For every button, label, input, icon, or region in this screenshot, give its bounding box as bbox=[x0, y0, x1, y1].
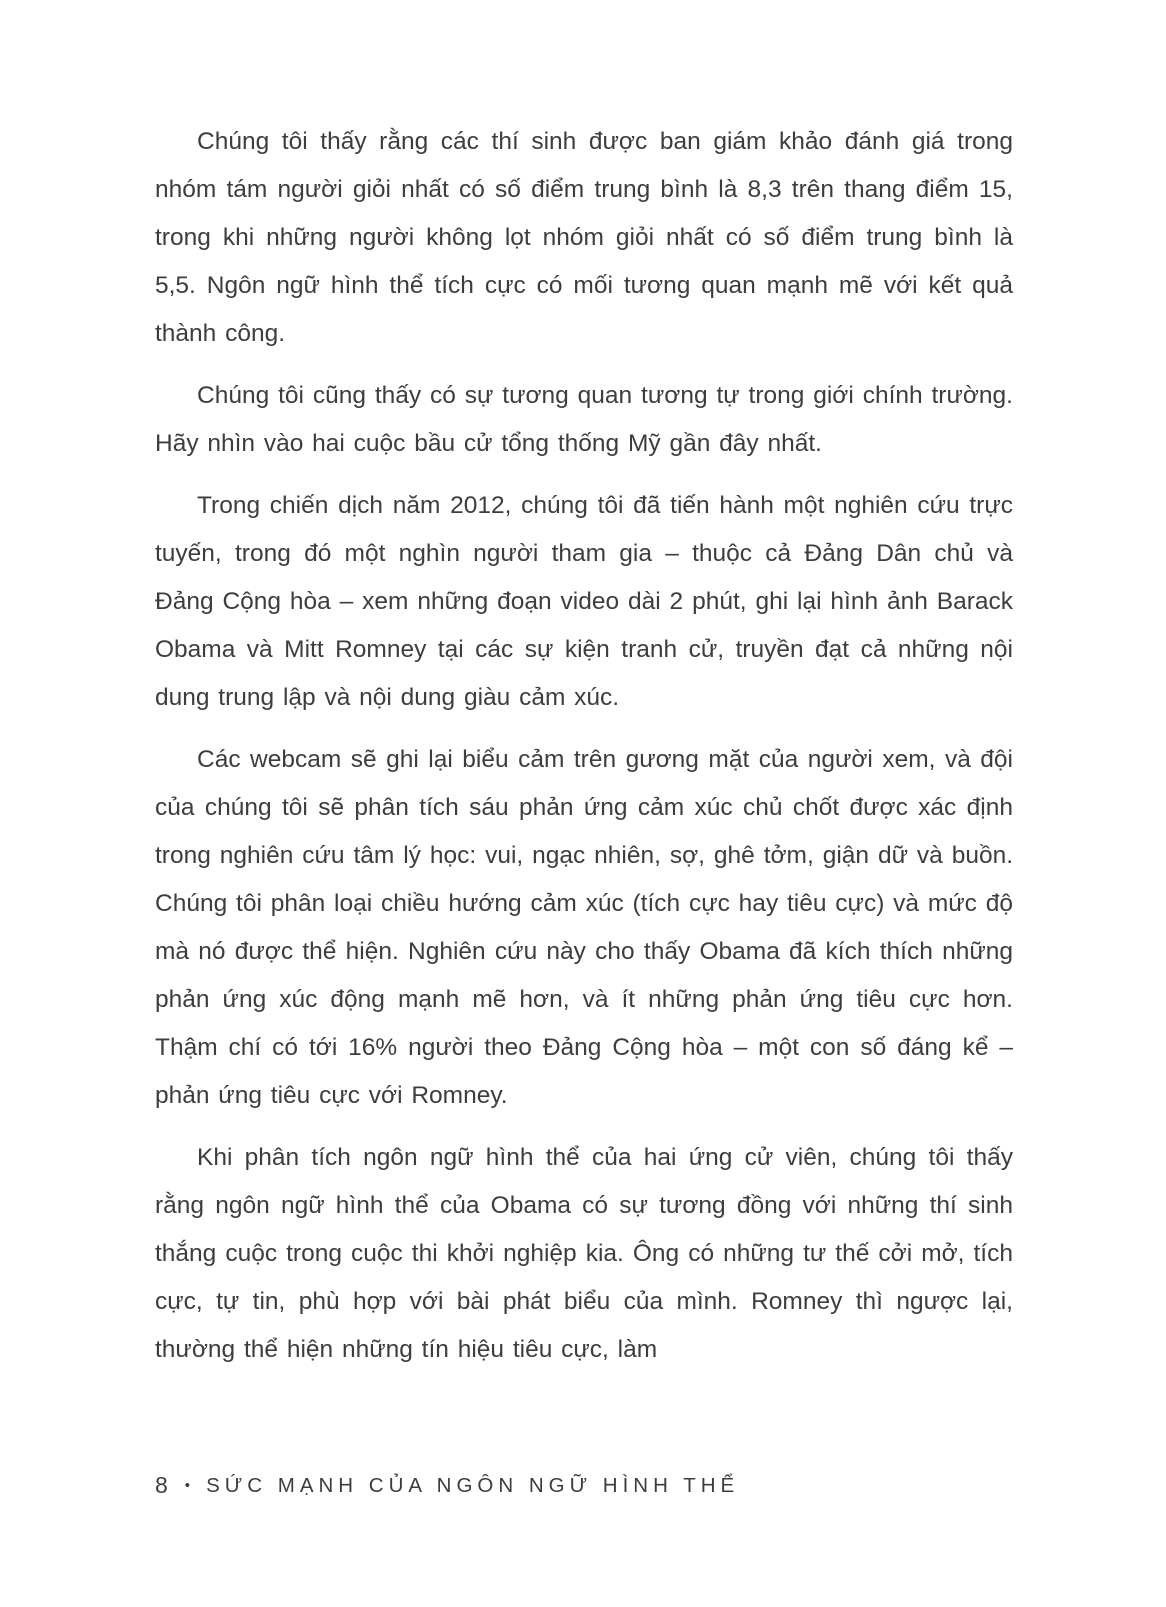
paragraph-4: Các webcam sẽ ghi lại biểu cảm trên gương mặt của người xem, và đội của chúng tôi sẽ phân tích sáu phản ứng cảm xúc chủ chốt được xác định trong nghiên cứu tâm lý học: vui, ngạc nhiên, sợ, ghê tởm, giận dữ và buồn. Chúng tôi phân loại chiều hướng cảm xúc (tích cực hay tiêu cực) và mức độ mà nó được thể hiện. Nghiên cứu này cho thấy Obama đã kích thích những phản ứng xúc động mạnh mẽ hơn, và ít những phản ứng tiêu cực hơn. Thậm chí có tới 16% người theo Đảng Cộng hòa – một con số đáng kể – phản ứng tiêu cực với Romney. bbox=[155, 746, 1013, 1109]
paragraph-3: Trong chiến dịch năm 2012, chúng tôi đã tiến hành một nghiên cứu trực tuyến, trong đó một nghìn người tham gia – thuộc cả Đảng Dân chủ và Đảng Cộng hòa – xem những đoạn video dài 2 phút, ghi lại hình ảnh Barack Obama và Mitt Romney tại các sự kiện tranh cử, truyền đạt cả những nội dung trung lập và nội dung giàu cảm xúc. bbox=[155, 492, 1013, 711]
paragraph-5: Khi phân tích ngôn ngữ hình thể của hai ứng cử viên, chúng tôi thấy rằng ngôn ngữ hình thể của Obama có sự tương đồng với những thí sinh thắng cuộc trong cuộc thi khởi nghiệp kia. Ông có những tư thế cởi mở, tích cực, tự tin, phù hợp với bài phát biểu của mình. Romney thì ngược lại, thường thể hiện những tín hiệu tiêu cực, làm bbox=[155, 1144, 1013, 1363]
paragraph-1: Chúng tôi thấy rằng các thí sinh được ban giám khảo đánh giá trong nhóm tám người giỏi nhất có số điểm trung bình là 8,3 trên thang điểm 15, trong khi những người không lọt nhóm giỏi nhất có số điểm trung bình là 5,5. Ngôn ngữ hình thể tích cực có mối tương quan mạnh mẽ với kết quả thành công. bbox=[155, 128, 1013, 347]
book-title: SỨC MẠNH CỦA NGÔN NGỮ HÌNH THỂ bbox=[206, 1473, 740, 1497]
paragraph-2: Chúng tôi cũng thấy có sự tương quan tương tự trong giới chính trường. Hãy nhìn vào hai cuộc bầu cử tổng thống Mỹ gần đây nhất. bbox=[155, 382, 1013, 457]
footer-separator-dot: • bbox=[184, 1477, 191, 1494]
page-number: 8 bbox=[155, 1472, 169, 1498]
page-content bbox=[155, 118, 1013, 1388]
page-footer bbox=[155, 1472, 739, 1499]
